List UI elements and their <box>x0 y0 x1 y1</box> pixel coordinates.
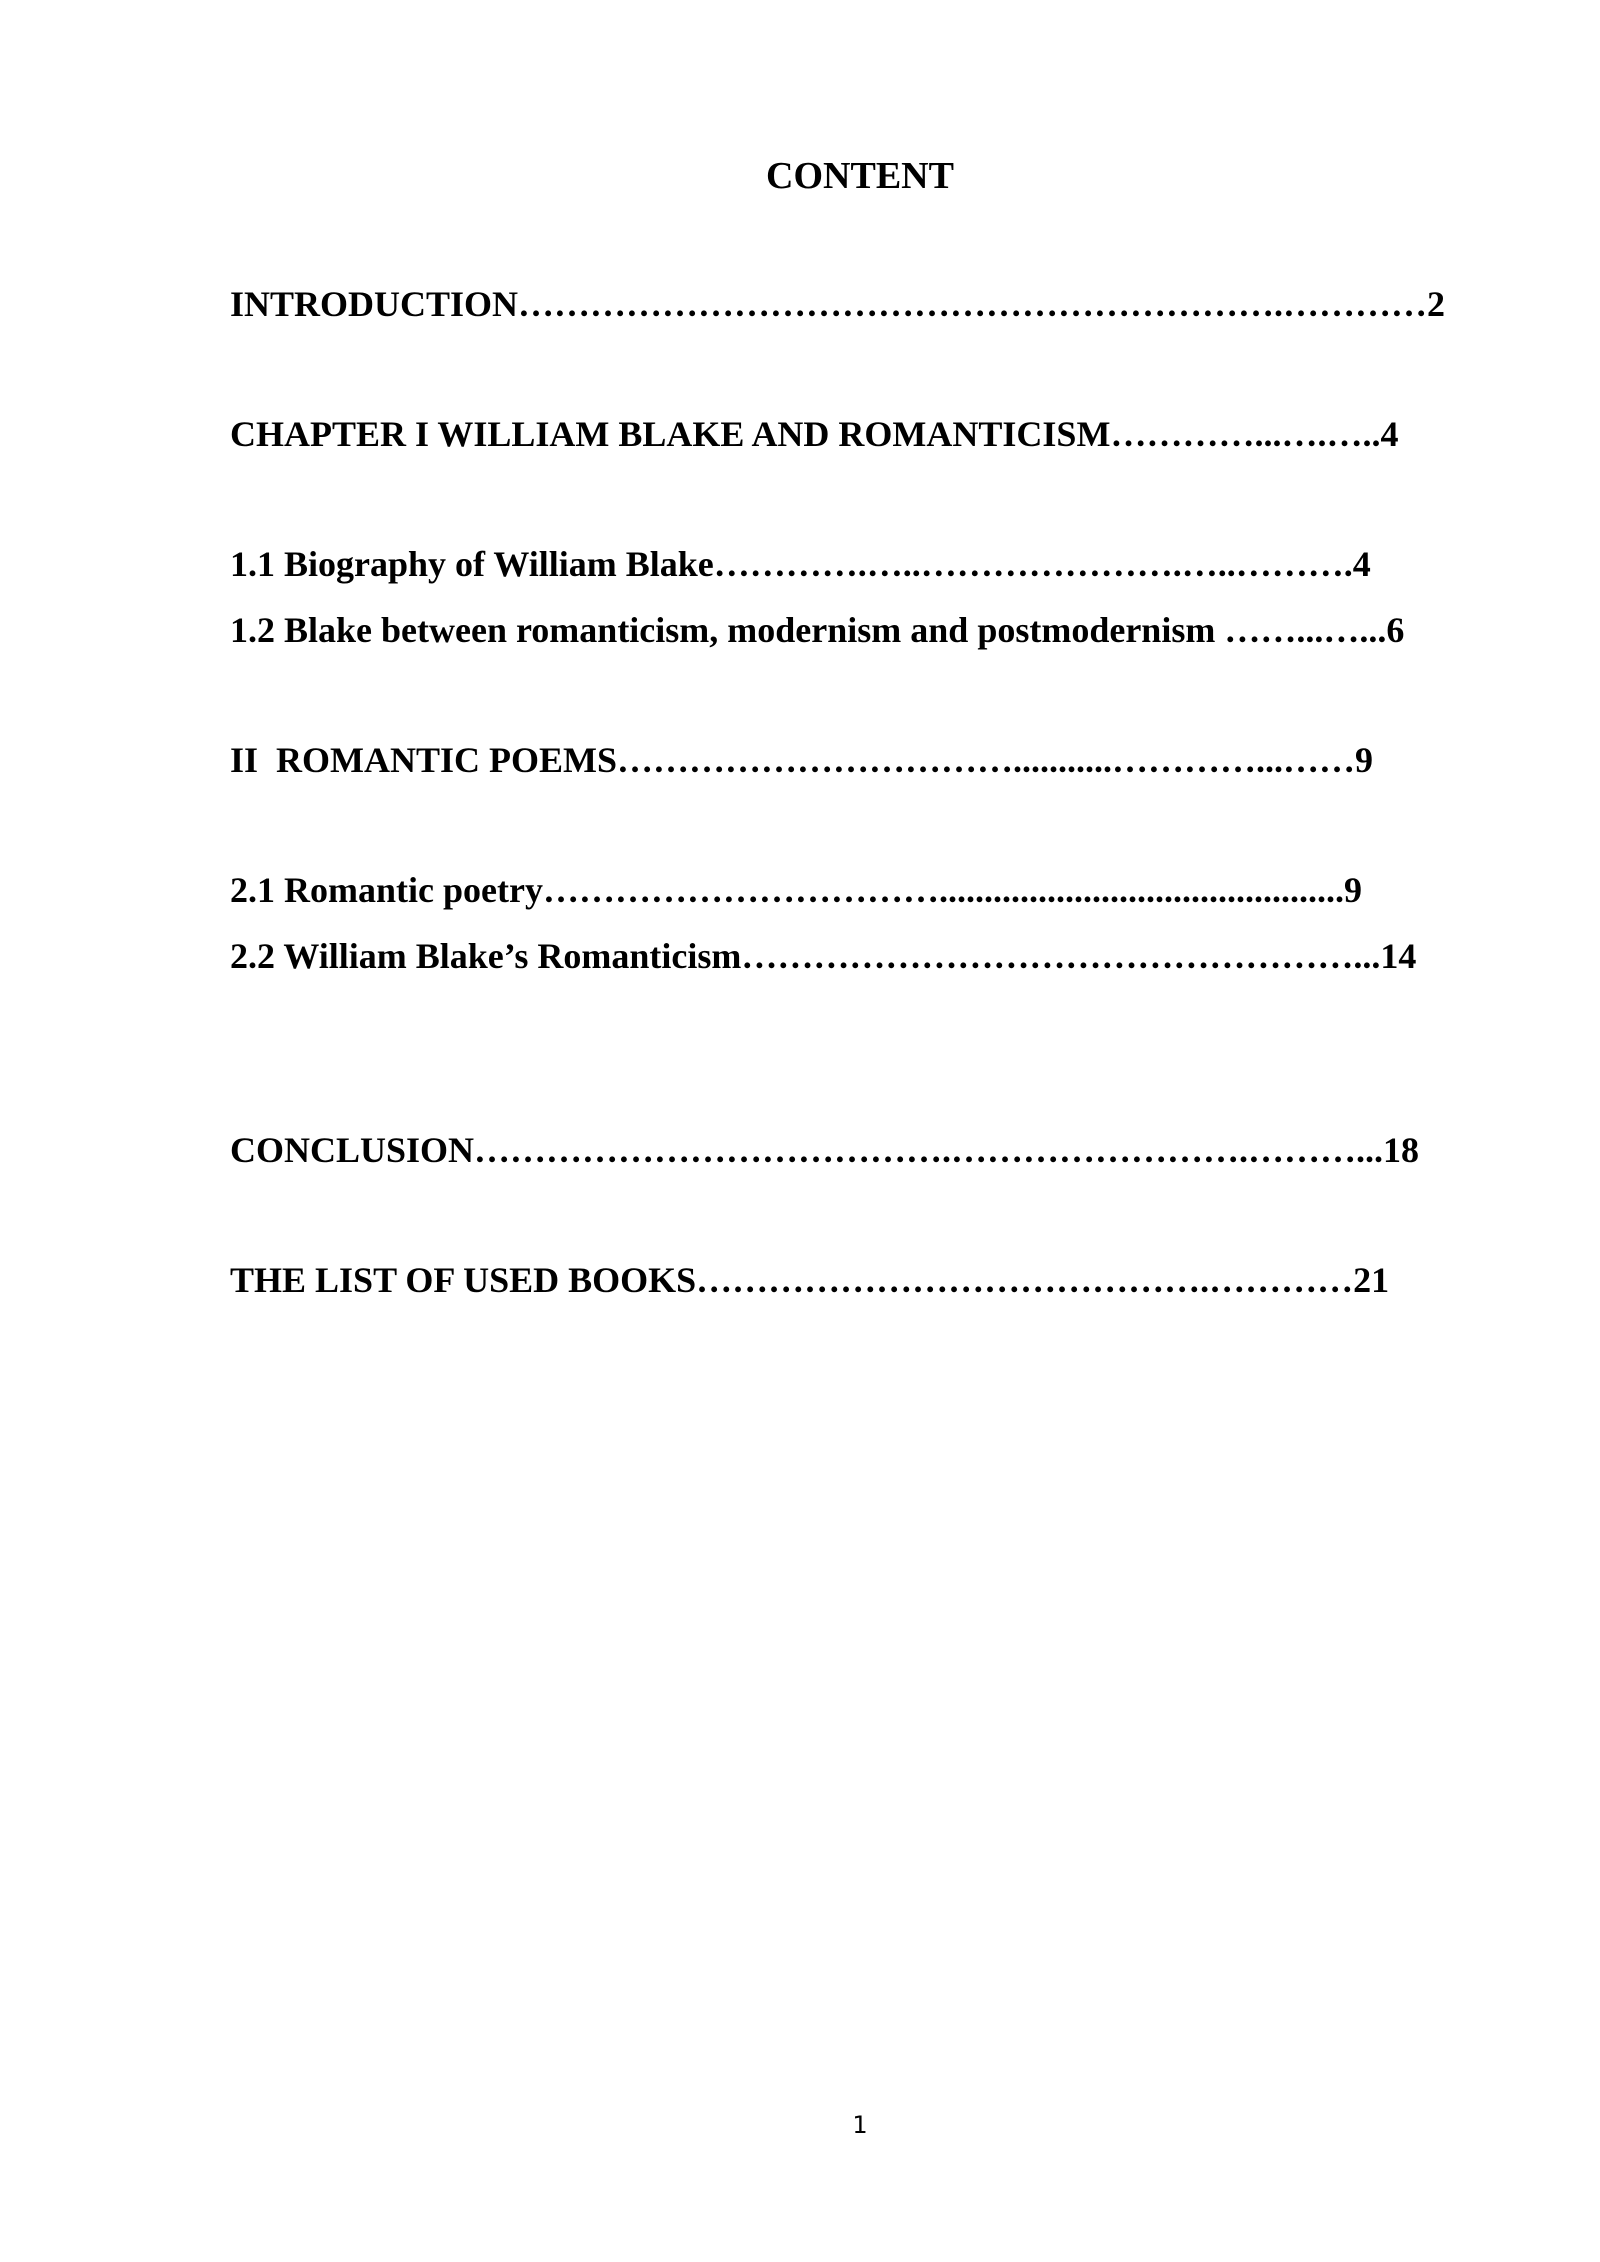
toc-entry-page: 14 <box>1380 936 1417 976</box>
toc-entry-leader: …………...….….. <box>1110 414 1381 454</box>
toc-entry-leader: ……………………………............................................. <box>542 870 1344 910</box>
toc-entry-page: 9 <box>1343 870 1362 910</box>
toc-entry-label: THE LIST OF USED BOOKS <box>230 1260 697 1300</box>
toc-entry-section-1-2 <box>230 607 1404 653</box>
toc-entry-page: 9 <box>1355 740 1374 780</box>
toc-entry-leader: ………….…..………………….…..………. <box>713 544 1353 584</box>
toc-entry-section-1-1 <box>230 541 1371 587</box>
toc-entry-leader: ……………………………………………... <box>741 936 1381 976</box>
toc-entry-chapter-1 <box>230 411 1398 457</box>
toc-entry-page: 2 <box>1427 284 1446 324</box>
toc-entry-leader: ………………………………….…………………….………... <box>474 1130 1384 1170</box>
toc-entry-page: 4 <box>1380 414 1399 454</box>
toc-entry-label: 1.1 Biography of William Blake <box>230 544 714 584</box>
toc-entry-page: 6 <box>1386 610 1405 650</box>
toc-entry-leader: …………………………………….………… <box>696 1260 1354 1300</box>
toc-entry-label: 1.2 Blake between romanticism, modernism and postmodernism <box>230 610 1225 650</box>
toc-entry-label: 2.2 William Blake’s Romanticism <box>230 936 742 976</box>
toc-entry-page: 18 <box>1383 1130 1420 1170</box>
toc-entry-leader: ……...…... <box>1224 610 1387 650</box>
toc-entry-label: CONCLUSION <box>230 1130 475 1170</box>
toc-entry-label: II ROMANTIC POEMS <box>230 740 618 780</box>
toc-entry-page: 21 <box>1353 1260 1390 1300</box>
toc-entry-chapter-2 <box>230 737 1373 783</box>
toc-entry-section-2-2 <box>230 933 1416 979</box>
page-title: CONTENT <box>766 155 954 197</box>
toc-entry-page: 4 <box>1352 544 1371 584</box>
toc-entry-label: 2.1 Romantic poetry <box>230 870 543 910</box>
toc-entry-label: INTRODUCTION <box>230 284 519 324</box>
toc-entry-section-2-1 <box>230 867 1362 913</box>
toc-entry-leader: ……………………………...........…………...…… <box>617 740 1356 780</box>
toc-entry-leader: ……………………………………………………….………… <box>518 284 1428 324</box>
page-number: 1 <box>852 2111 868 2139</box>
toc-entry-label: CHAPTER I WILLIAM BLAKE AND ROMANTICISM <box>230 414 1111 454</box>
toc-entry-introduction <box>230 281 1445 327</box>
toc-entry-conclusion <box>230 1127 1419 1173</box>
toc-entry-used-books <box>230 1257 1389 1303</box>
